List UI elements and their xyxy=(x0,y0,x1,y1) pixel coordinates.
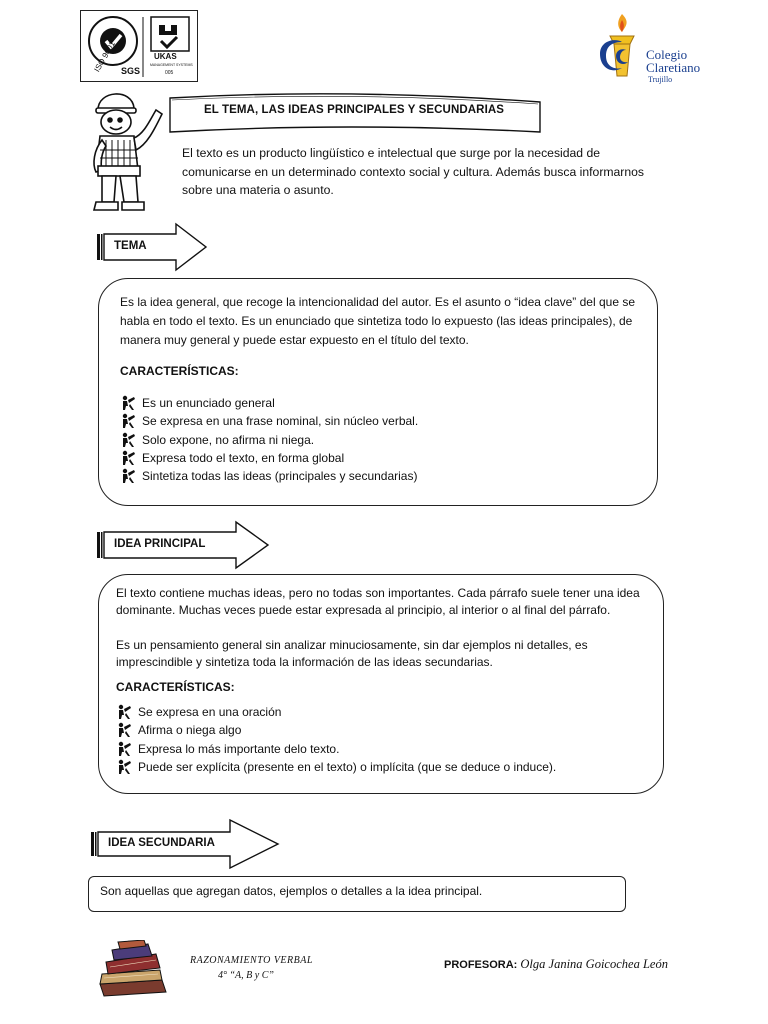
iso-9001-mark: ISO 9001 xyxy=(92,39,118,74)
tema-characteristics-list xyxy=(120,394,418,485)
list-item: Es un enunciado general xyxy=(120,394,418,412)
school-name: Colegio Claretiano xyxy=(646,47,701,75)
ukas-subtitle: MANAGEMENT SYSTEMS xyxy=(150,63,193,67)
certification-logos xyxy=(80,10,198,82)
idea-principal-label: IDEA PRINCIPAL xyxy=(114,538,206,550)
idea-principal-paragraph-2: Es un pensamiento general sin analizar minuciosamente, sin dar ejemplos ni detalles, es imprescindible y sintetiza toda la información de las ideas secundarias. xyxy=(116,638,588,670)
list-item: Afirma o niega algo xyxy=(116,721,556,739)
ukas-mark: UKAS xyxy=(154,52,177,61)
list-item: Sintetiza todas las ideas (principales y secundarias) xyxy=(120,467,418,485)
course-grade: 4° “A, B y C” xyxy=(218,970,274,981)
ukas-number: 005 xyxy=(165,70,174,76)
list-item: Puede ser explícita (presente en el texto) o implícita (que se deduce o induce). xyxy=(116,758,556,776)
list-item: Solo expone, no afirma ni niega. xyxy=(120,431,418,449)
worker-bullet-icon xyxy=(116,722,132,738)
tema-paragraph: Es la idea general, que recoge la intencionalidad del autor. Es el asunto o “idea clave” del que se habla en todo el texto. Es un enunciado que sintetiza todo lo expuesto (las ideas principales), de manera muy general y puede estar expuesto en el título del texto. xyxy=(120,295,636,347)
books-illustration xyxy=(96,940,172,998)
idea-secundaria-label: IDEA SECUNDARIA xyxy=(108,837,215,849)
worker-bullet-icon xyxy=(116,759,132,775)
teacher-name: Olga Janina Goicochea León xyxy=(520,957,668,971)
worker-bullet-icon xyxy=(120,413,136,429)
worker-bullet-icon xyxy=(120,432,136,448)
list-item: Expresa lo más importante delo texto. xyxy=(116,740,556,758)
tema-arrow xyxy=(94,222,208,272)
school-logo xyxy=(596,12,726,84)
intro-paragraph: El texto es un producto lingüístico e intelectual que surge por la necesidad de comunicarse en un determinado contexto social y cultura. Además busca informarnos sobre una materia o asunto. xyxy=(182,146,645,197)
tema-label: TEMA xyxy=(114,240,147,252)
tema-characteristics-title: CARACTERÍSTICAS: xyxy=(120,364,239,378)
worker-bullet-icon xyxy=(120,450,136,466)
idea-secundaria-paragraph: Son aquellas que agregan datos, ejemplos o detalles a la idea principal. xyxy=(100,884,483,898)
list-item: Se expresa en una frase nominal, sin núcleo verbal. xyxy=(120,412,418,430)
torch-icon xyxy=(596,12,646,84)
sgs-mark: SGS xyxy=(121,66,141,76)
worker-bullet-icon xyxy=(120,468,136,484)
worker-bullet-icon xyxy=(120,395,136,411)
teacher-label: PROFESORA: xyxy=(444,959,518,971)
list-item: Expresa todo el texto, en forma global xyxy=(120,449,418,467)
sgs-iso-logo xyxy=(81,11,197,81)
idea-principal-characteristics-list xyxy=(116,703,556,776)
worker-bullet-icon xyxy=(116,704,132,720)
page-title: EL TEMA, LAS IDEAS PRINCIPALES Y SECUNDARIAS xyxy=(204,104,505,116)
teacher-credit xyxy=(444,957,668,972)
idea-principal-paragraph-1: El texto contiene muchas ideas, pero no todas son importantes. Cada párrafo suele tener una idea dominante. Muchas veces puede estar expresada al principio, al interior o al final del párrafo. xyxy=(116,586,640,618)
idea-principal-characteristics-title: CARACTERÍSTICAS: xyxy=(116,680,235,694)
list-item: Se expresa en una oración xyxy=(116,703,556,721)
course-name: RAZONAMIENTO VERBAL xyxy=(190,955,313,966)
worker-bullet-icon xyxy=(116,741,132,757)
school-city: Trujillo xyxy=(648,75,673,84)
